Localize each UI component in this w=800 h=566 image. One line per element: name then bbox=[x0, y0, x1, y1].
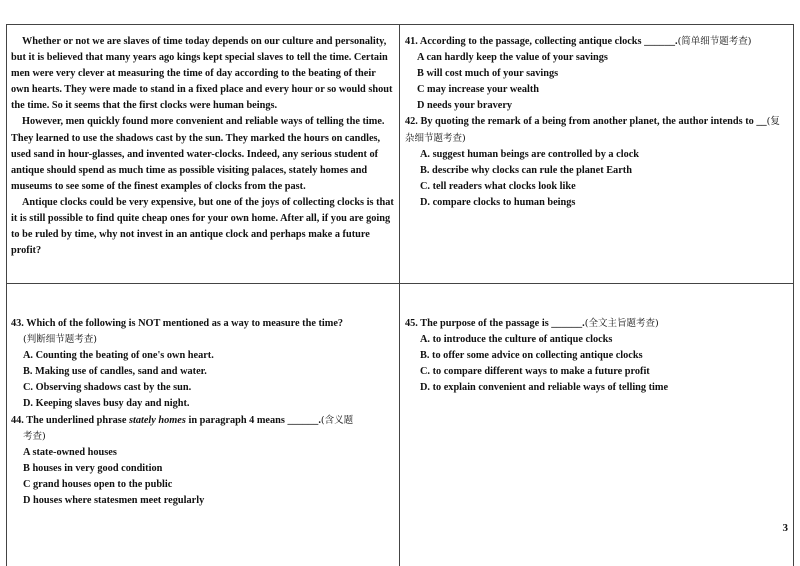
question-44-tag-2: 考查) bbox=[23, 430, 46, 442]
question-42-option-b: B. describe why clocks can rule the planet Earth bbox=[420, 164, 632, 176]
question-45-option-a: A. to introduce the culture of antique clocks bbox=[420, 334, 613, 346]
question-41-stem: 41. According to the passage, collecting antique clocks ______. bbox=[405, 36, 678, 47]
question-45-option-c: C. to compare different ways to make a future profit bbox=[420, 366, 650, 378]
page-number: 3 bbox=[782, 522, 788, 534]
passage-paragraph-3: Antique clocks could be very expensive, but one of the joys of collecting clocks is that it is still possible to find quite cheap ones for your own home. After all, if you are going to be ruled by time, why not invest in an antique clock and perhaps make a future profit? bbox=[11, 196, 394, 257]
top-border bbox=[6, 24, 794, 25]
question-41-option-c: C may increase your wealth bbox=[417, 84, 540, 96]
question-44-underlined-phrase: stately homes bbox=[128, 414, 186, 426]
question-45-option-b: B. to offer some advice on collecting antique clocks bbox=[420, 350, 643, 362]
question-43-option-b: B. Making use of candles, sand and water. bbox=[23, 366, 207, 378]
question-41-option-a: A can hardly keep the value of your savings bbox=[417, 52, 608, 64]
question-41-option-d: D needs your bravery bbox=[417, 100, 513, 112]
question-45-tag: (全文主旨题考查) bbox=[584, 318, 659, 329]
question-45-option-d: D. to explain convenient and reliable ways of telling time bbox=[420, 382, 669, 394]
center-divider bbox=[399, 24, 400, 566]
question-44-option-d: D houses where statesmen meet regularly bbox=[23, 495, 205, 507]
left-border bbox=[6, 24, 7, 566]
right-border bbox=[793, 24, 794, 566]
question-42-tag: (复杂细节题考查) bbox=[405, 116, 780, 144]
question-44-stem-end: in paragraph 4 means ______. bbox=[185, 414, 321, 426]
question-42-option-d: D. compare clocks to human beings bbox=[420, 196, 576, 208]
question-41 bbox=[405, 34, 789, 50]
passage-paragraph-2: However, men quickly found more convenient and reliable ways of telling the time. They learned to use the shadows cast by the sun. They marked the hours on candles, used sand in hour-glasses, and invented water-clocks. Indeed, any serious student of antique should spend as much time as possible visiting palaces, stately homes and museums to see some of the finest examples of clocks from the past. bbox=[11, 116, 385, 192]
question-42 bbox=[405, 114, 789, 146]
question-43-option-d: D. Keeping slaves busy day and night. bbox=[23, 398, 190, 410]
question-42-stem: 42. By quoting the remark of a being from another planet, the author intends to __ bbox=[405, 116, 767, 128]
question-42-option-a: A. suggest human beings are controlled by a clock bbox=[420, 148, 640, 160]
middle-divider bbox=[6, 283, 794, 284]
question-43-option-c: C. Observing shadows cast by the sun. bbox=[23, 382, 192, 394]
question-43-stem: 43. Which of the following is NOT mentioned as a way to measure the time? bbox=[11, 318, 344, 329]
question-41-tag: (简单细节题考查) bbox=[677, 36, 752, 47]
question-45-stem: 45. The purpose of the passage is ______. bbox=[405, 318, 585, 329]
question-45-block bbox=[405, 316, 789, 396]
question-41-option-b: B will cost much of your savings bbox=[417, 68, 559, 80]
question-45 bbox=[405, 316, 789, 332]
questions-43-44 bbox=[11, 316, 394, 509]
question-43-tag: (判断细节题考查) bbox=[23, 334, 97, 346]
question-43-option-a: A. Counting the beating of one's own heart. bbox=[23, 350, 214, 362]
question-42-option-c: C. tell readers what clocks look like bbox=[420, 180, 576, 192]
question-44-option-a: A state-owned houses bbox=[23, 446, 117, 458]
question-44-stem-start: 44. The underlined phrase bbox=[11, 414, 129, 426]
question-44-tag-1: (含义题 bbox=[320, 414, 354, 426]
reading-passage bbox=[11, 34, 394, 259]
questions-41-42 bbox=[405, 34, 789, 211]
passage-paragraph-1: Whether or not we are slaves of time today depends on our culture and personality, but it is believed that many years ago kings kept special slaves to tell the time. Certain men were very clever at measuring the time of day according to the beating of their own hearts. They were made to stand in a fixed place and every hour or so would shout the time. So it seems that the first clocks were human beings. bbox=[11, 36, 393, 112]
question-44-option-c: C grand houses open to the public bbox=[23, 478, 173, 490]
question-44-option-b: B houses in very good condition bbox=[23, 462, 163, 474]
question-44 bbox=[11, 413, 394, 429]
